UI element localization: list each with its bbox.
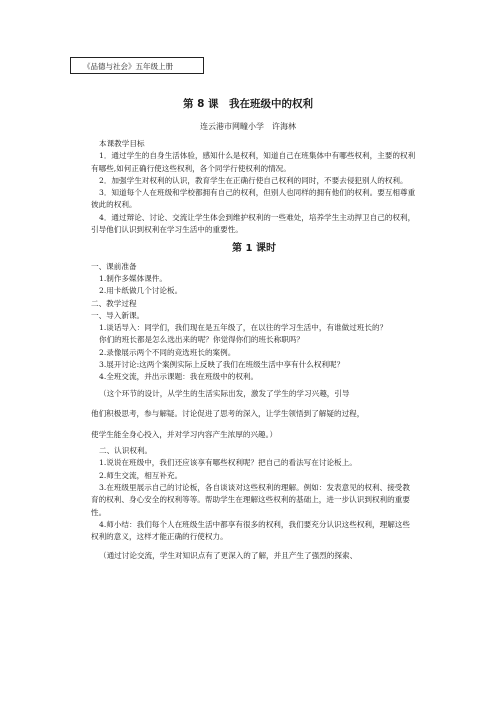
teaching-note: （通过讨论交流，学生对知识点有了更深入的了解，并且产生了强烈的探索、 [99, 550, 358, 560]
objective-item: 1．通过学生的自身生活体验，感知什么是权利，知道自己在班集体中有哪些权利，主要的权利有哪些,如何正确行使这些权利，各个同学行使权利的情况。 [91, 151, 416, 173]
document-body [91, 138, 417, 566]
subsection-heading: 二、认识权利。 [99, 446, 153, 456]
section-heading: 一、课前准备 [91, 261, 137, 271]
lesson-heading: 第 1 课时 [232, 243, 276, 255]
list-item: 1.说说在班级中，我们还应该享有哪些权利呢？把自己的看法写在讨论板上。 [99, 458, 357, 468]
list-item: 1.制作多媒体课件。 [99, 273, 167, 283]
teaching-note: （这个环节的设计，从学生的生活实际出发，激发了学生的学习兴趣，引导 [99, 388, 350, 398]
course-label-box: 《品德与社会》五年级上册 [70, 57, 204, 74]
list-item: 2.用卡纸做几个讨论板。 [99, 286, 183, 296]
page-title: 第 8 课 我在班级中的权利 [182, 98, 314, 110]
list-item: 3.展开讨论:这两个案例实际上反映了我们在班级生活中享有什么权利呢？ [99, 360, 345, 370]
objective-item: 4．通过辩论、讨论、交流让学生体会到维护权利的一些难处，培养学生主动捍卫自己的权利，引导他们认识到权利在学习生活中的重要性。 [91, 212, 416, 235]
teaching-note: 使学生能全身心投入，并对学习内容产生浓厚的兴趣。） [91, 429, 278, 439]
list-item: 2.师生交流，相互补充。 [99, 470, 183, 480]
objective-item: 3．知道每个人在班级和学校都拥有自己的权利，但别人也同样的拥有他们的权利。要互相尊重彼此的权利。 [91, 188, 416, 210]
subsection-heading: 一、导入新课。 [91, 310, 145, 320]
author-line: 连云港市网疃小学 许海林 [200, 122, 296, 131]
list-item: 你们的班长都是怎么选出来的呢？你觉得你们的班长称职吗？ [99, 335, 305, 345]
objectives-heading: 本课教学目标 [99, 139, 145, 148]
list-item: 2.录像展示两个不同的竞选班长的案例。 [99, 347, 236, 357]
section-heading: 二、教学过程 [91, 298, 137, 308]
objective-item: 2．加强学生对权利的认识，教育学生在正确行使自己权利的同时，不要去侵犯别人的权利。 [99, 175, 408, 185]
list-item: 4.全班交流，并出示课题：我在班级中的权利。 [99, 372, 259, 382]
list-item: 1.谈话导入：同学们，我们现在是五年级了，在以往的学习生活中，有谁做过班长的？ [99, 323, 388, 333]
list-item: 3.在班级里展示自己的讨论板，各自谈谈对这些权利的理解。例如：发表意见的权利、接受教育的权利、身心安全的权利等等。帮助学生在理解这些权利的基础上，进一步认识到权利的重要性。 [91, 483, 410, 517]
list-item: 4.师小结：我们每个人在班级生活中都享有很多的权利，我们要充分认识这些权利，理解这些权利的意义，这样才能正确的行使权力。 [91, 519, 410, 542]
teaching-note: 他们积极思考，参与解疑。讨论促进了思考的深入，让学生领悟到了解疑的过程， [91, 409, 365, 419]
